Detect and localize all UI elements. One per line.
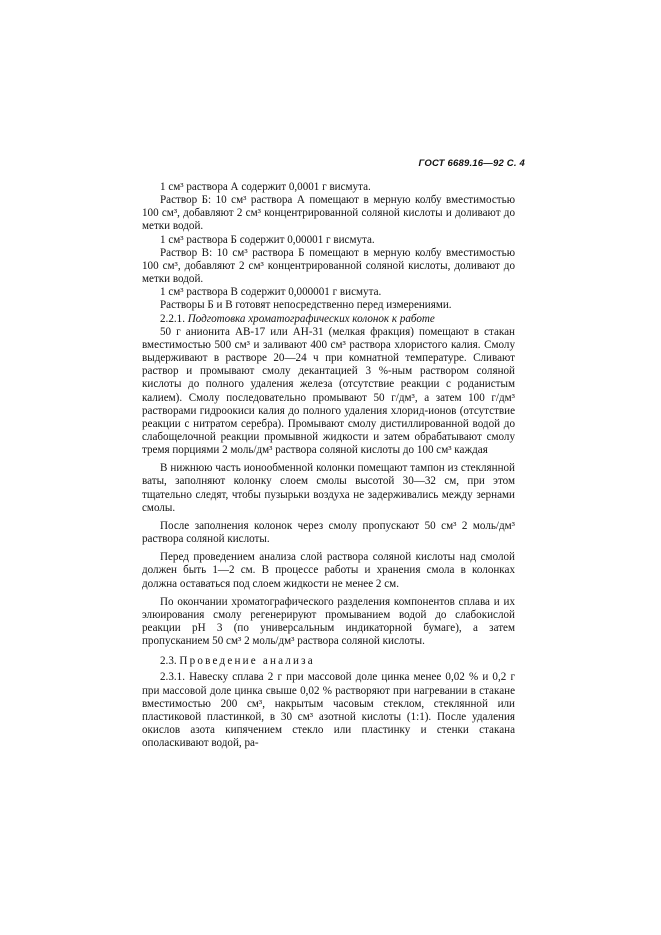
paragraph: После заполнения колонок через смолу пропускают 50 см³ 2 моль/дм³ раствора соляной кислоты. [142,519,515,546]
paragraph: 1 см³ раствора В содержит 0,000001 г висмута. [160,286,382,299]
page-header: ГОСТ 6689.16—92 С. 4 [418,158,525,169]
paragraph: 50 г анионита АВ-17 или АН-31 (мелкая фракция) помещают в стакан вместимостью 500 см³ и заливают 400 см³ раствора хлористого калия. Смолу выдерживают в растворе 20—24 ч при комнатной температуре. Сливают раствор и промывают смолу декантацией 3 %-ным раствором соляной кислоты до полного удаления железа (отсутствие реакции с роданистым калием). Смолу последовательно промывают 50 г/дм³, а затем 100 г/дм³ растворами гидроокиси калия до полного удаления хлорид-ионов (отсутствие реакции с нитратом серебра). Промывают смолу дистиллированной водой до слабощелочной реакции промывной жидкости и затем обрабатывают смолу тремя порциями 2 моль/дм³ раствора соляной кислоты до 100 см³ каждая [142,325,515,457]
paragraph: По окончании хроматографического разделения компонентов сплава и их элюирования смолу регенерируют промыванием водой до слабокислой реакции pH 3 (по универсальным индикаторной бумаге), а затем пропусканием 50 см³ 2 моль/дм³ раствора соляной кислоты. [142,595,515,648]
paragraph: Раствор Б: 10 см³ раствора А помещают в мерную колбу вместимостью 100 см³, добавляют 2 см³ концентрированной соляной кислоты и доливают до метки водой. [142,194,515,233]
paragraph: В нижнюю часть ионообменной колонки помещают тампон из стеклянной ваты, заполняют колонку слоем смолы высотой 30—32 см, при этом тщательно следят, чтобы пузырьки воздуха не задерживались между зернами смолы. [142,462,515,514]
paragraph: Перед проведением анализа слой раствора соляной кислоты над смолой должен быть 1—2 см. В процессе работы и хранения смола в колонках должна оставаться под слоем жидкости не менее 2 см. [142,551,515,590]
paragraph: Раствор В: 10 см³ раствора Б помещают в мерную колбу вместимостью 100 см³, добавляют 2 см³ концентрированной соляной кислоты, доливают до метки водой. [142,246,515,286]
paragraph: 1 см³ раствора Б содержит 0,00001 г висмута. [160,233,375,246]
document-body [142,181,515,750]
section-heading [142,655,515,668]
section-number: 2.3. [160,655,177,668]
subsection-number: 2.2.1. [160,312,185,325]
subsection-title: Подготовка хроматографических колонок к работе [187,312,435,325]
subsection-heading [142,313,515,326]
paragraph: Растворы Б и В готовят непосредственно перед измерениями. [160,299,452,312]
section-title: Проведение анализа [179,655,315,668]
paragraph: 1 см³ раствора А содержит 0,0001 г висмута. [160,181,371,193]
paragraph: 2.3.1. Навеску сплава 2 г при массовой доле цинка менее 0,02 % и 0,2 г при массовой доле цинка свыше 0,02 % растворяют при нагревании в стакане вместимостью 200 см³, накрытым часовым стеклом, стеклянной или пластиковой пластинкой, в 30 см³ азотной кислоты (1:1). После удаления окислов азота кипячением стекло или пластинку и стенки стакана ополаскивают водой, ра- [142,671,515,750]
